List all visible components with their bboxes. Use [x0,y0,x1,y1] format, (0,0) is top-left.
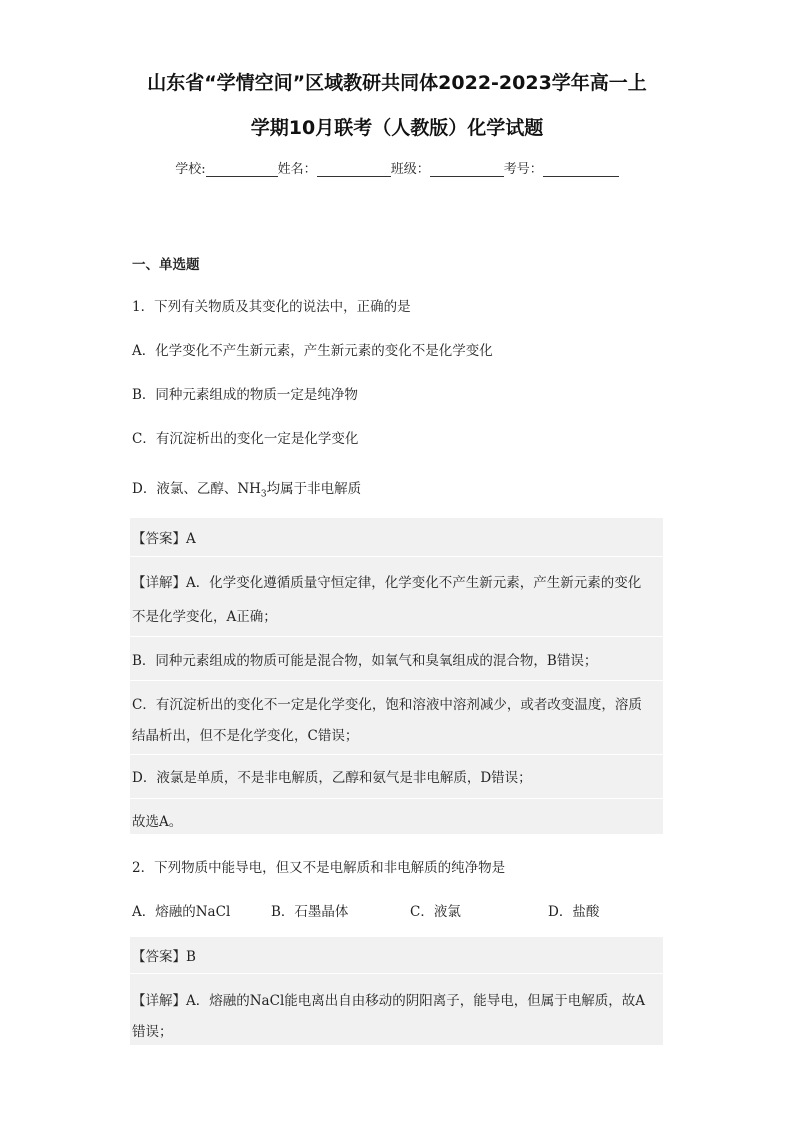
q1-option-d-prefix: D．液氯、乙醇、NH [132,481,261,497]
q1-answer: 【答案】A [132,531,196,547]
q2-detail-line-1: 【详解】A．熔融的NaCl能电离出自由移动的阴阳离子，能导电，但属于电解质，故A [132,993,646,1009]
q2-answer: 【答案】B [132,949,196,965]
q2-answer-block [130,937,663,1045]
q2-detail-line-2: 错误； [132,1024,173,1040]
q2-option-d: D．盐酸 [548,904,600,920]
q1-detail-line-2: 不是化学变化，A正确； [132,609,277,625]
school-blank[interactable] [206,162,278,177]
q2-option-c: C．液氯 [410,904,461,920]
q1-detail-line-6: D．液氯是单质，不是非电解质，乙醇和氨气是非电解质，D错误； [132,770,532,786]
title-line-1: 山东省“学情空间”区域教研共同体2022-2023学年高一上 [147,72,647,94]
school-label: 学校: [175,162,206,177]
q2-stem: 2．下列物质中能导电，但又不是电解质和非电解质的纯净物是 [132,860,506,876]
divider [130,556,663,557]
divider [130,636,663,637]
class-label: 班级： [390,162,430,177]
q1-option-d-subscript: 3 [260,489,267,500]
exam-number-label: 考号： [503,162,543,177]
q2-options [132,900,652,920]
q1-detail-line-3: B．同种元素组成的物质可能是混合物，如氧气和臭氧组成的混合物，B错误； [132,653,598,669]
q1-option-a: A．化学变化不产生新元素，产生新元素的变化不是化学变化 [132,343,493,359]
name-label: 姓名： [277,162,317,177]
q2-option-a: A．熔融的NaCl [132,904,231,920]
student-info-fields [0,158,794,177]
q1-option-b: B．同种元素组成的物质一定是纯净物 [132,387,358,403]
q1-option-d-suffix: 均属于非电解质 [266,481,362,497]
q1-option-d [132,477,361,500]
exam-number-blank[interactable] [543,162,619,177]
class-blank[interactable] [430,162,504,177]
q1-detail-line-4: C．有沉淀析出的变化不一定是化学变化，饱和溶液中溶剂减少，或者改变温度，溶质 [132,697,642,713]
divider [130,680,663,681]
q1-detail-line-1: 【详解】A．化学变化遵循质量守恒定律，化学变化不产生新元素，产生新元素的变化 [132,575,642,591]
divider [130,754,663,755]
q1-stem: 1．下列有关物质及其变化的说法中，正确的是 [132,299,411,315]
title-line-2: 学期10月联考（人教版）化学试题 [250,117,544,139]
section-title: 一、单选题 [132,257,200,273]
q2-option-b: B．石墨晶体 [271,904,349,920]
q1-detail-line-5: 结晶析出，但不是化学变化，C错误； [132,728,359,744]
q1-option-c: C．有沉淀析出的变化一定是化学变化 [132,431,359,447]
name-blank[interactable] [317,162,391,177]
q1-detail-line-7: 故选A。 [132,814,183,830]
q1-answer-block [130,518,663,834]
divider [130,973,663,974]
divider [130,798,663,799]
